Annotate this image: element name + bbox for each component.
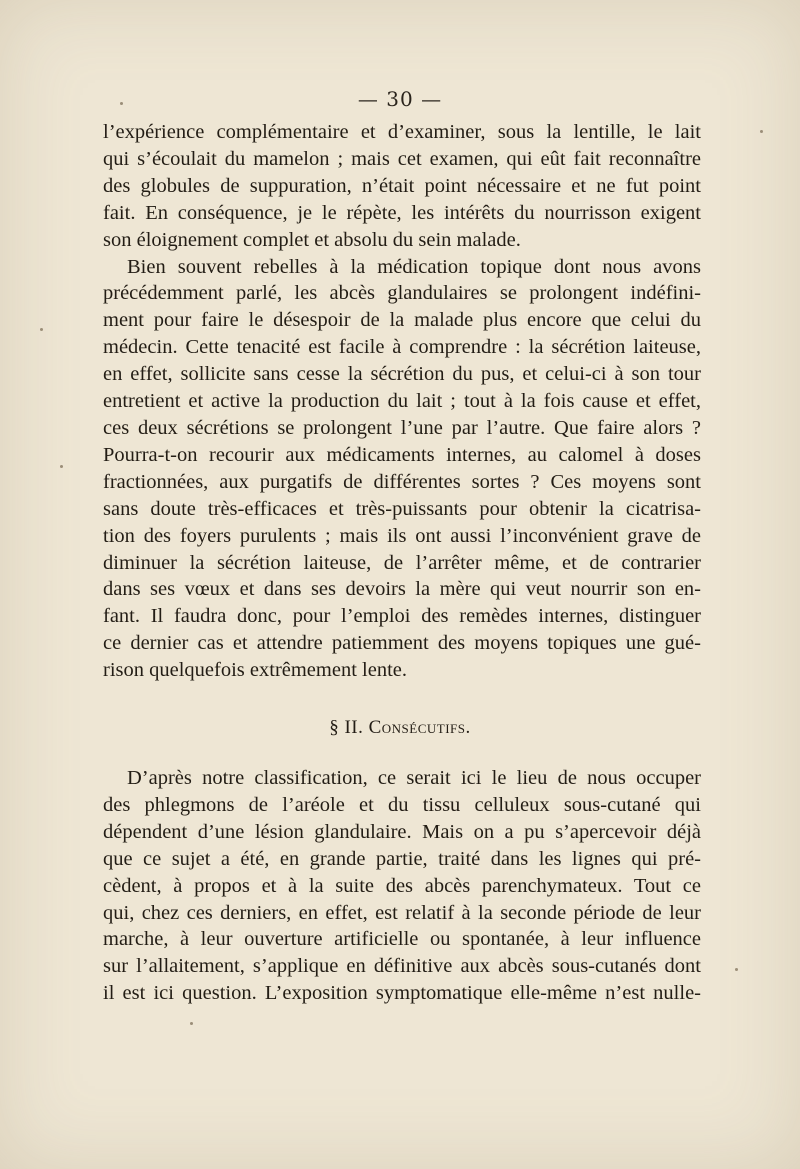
text-line: diminuer la sécrétion laiteuse, de l’arrêter même, et de contrarier <box>103 551 701 574</box>
text-line: Pourra-t-on recourir aux médicaments internes, au calomel à doses <box>103 443 701 466</box>
text-line: que ce sujet a été, en grande partie, traité dans les lignes qui pré- <box>103 847 701 870</box>
paper-speck <box>40 328 43 331</box>
text-line: qui, chez ces derniers, en effet, est relatif à la seconde période de leur <box>103 901 701 924</box>
text-line: l’expérience complémentaire et d’examiner, sous la lentille, le lait <box>103 121 701 143</box>
text-line: entretient et active la production du lait ; tout à la fois cause et effet, <box>103 390 701 413</box>
text-line: rison quelquefois extrêmement lente. <box>103 659 407 682</box>
text-line: dépendent d’une lésion glandulaire. Mais on a pu s’apercevoir déjà <box>103 820 701 843</box>
paper-speck <box>760 130 763 133</box>
text-line: fant. Il faudra donc, pour l’emploi des remèdes internes, distinguer <box>103 605 701 628</box>
text-line: qui s’écoulait du mamelon ; mais cet examen, qui eût fait reconnaître <box>103 147 701 170</box>
text-line: dans ses vœux et dans ses devoirs la mère qui veut nourrir son en- <box>103 578 701 601</box>
text-block-lower <box>103 765 701 1007</box>
text-block-upper <box>103 119 701 684</box>
text-line: ment pour faire le désespoir de la malade plus encore que celui du <box>103 309 701 332</box>
text-line: des globules de suppuration, n’était point nécessaire et ne fut point <box>103 174 701 197</box>
text-line: fait. En conséquence, je le répète, les intérêts du nourrisson exigent <box>103 201 701 224</box>
paragraph-abces-glandulaires <box>103 254 701 685</box>
text-line: des phlegmons de l’aréole et du tissu celluleux sous-cutané qui <box>103 793 701 816</box>
text-line: son éloignement complet et absolu du sein malade. <box>103 228 521 251</box>
text-line: Bien souvent rebelles à la médication topique dont nous avons <box>127 255 701 278</box>
text-line: sur l’allaitement, s’applique en définitive aux abcès sous-cutanés dont <box>103 955 701 978</box>
text-line: marche, à leur ouverture artificielle ou spontanée, à leur influence <box>103 928 701 951</box>
text-line: D’après notre classification, ce serait ici le lieu de nous occuper <box>127 767 701 789</box>
text-line: en effet, sollicite sans cesse la sécrétion du pus, et celui-ci à son tour <box>103 363 701 386</box>
text-line: sans doute très-efficaces et très-puissants pour obtenir la cicatrisa- <box>103 497 701 520</box>
paragraph-continuation <box>103 119 701 254</box>
section-heading <box>0 717 800 739</box>
text-line: ce dernier cas et attendre patiemment des moyens topiques une gué- <box>103 632 701 655</box>
text-line: ces deux sécrétions se prolongent l’une par l’autre. Que faire alors ? <box>103 416 701 439</box>
paper-speck <box>735 968 738 971</box>
text-line: précédemment parlé, les abcès glandulaires se prolongent indéfini- <box>103 282 701 305</box>
text-line: médecin. Cette tenacité est facile à comprendre : la sécrétion laiteuse, <box>103 336 701 359</box>
section-title: Consécutifs. <box>368 717 471 738</box>
text-line: cèdent, à propos et à la suite des abcès parenchymateux. Tout ce <box>103 874 701 897</box>
text-line: tion des foyers purulents ; mais ils ont aussi l’inconvénient grave de <box>103 524 701 547</box>
text-line: il est ici question. L’exposition symptomatique elle-même n’est nulle- <box>103 982 701 1005</box>
text-line: fractionnées, aux purgatifs de différentes sortes ? Ces moyens sont <box>103 470 701 493</box>
section-symbol: § II. <box>329 717 364 738</box>
paper-speck <box>120 102 123 105</box>
paper-speck <box>60 465 63 468</box>
page-number: — 30 — <box>357 87 443 111</box>
paper-speck <box>190 1022 193 1025</box>
paragraph-consecutifs <box>103 765 701 1007</box>
